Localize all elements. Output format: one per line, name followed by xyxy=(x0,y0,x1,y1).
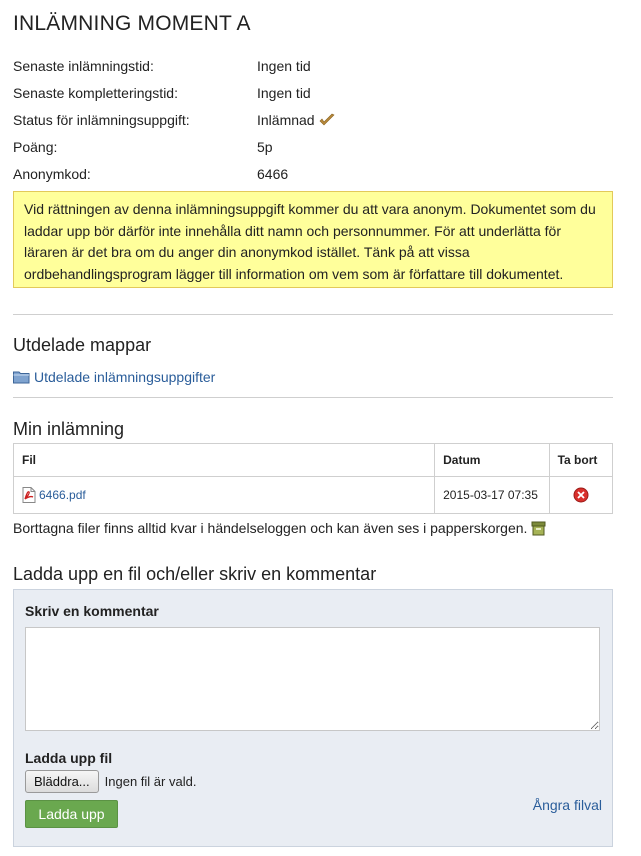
table-row xyxy=(14,477,613,514)
info-row-status xyxy=(13,106,613,133)
my-submission-heading: Min inlämning xyxy=(13,419,125,439)
anonymity-notice: Vid rättningen av denna inlämningsuppgift kommer du att vara anonym. Dokumentet som du laddar upp bör därför inte innehålla ditt namn och personnummer. För att underlätta för läraren är det bra om du anger din anonymkod istället. Tänk på att vissa ordbehandlingsprogram lägger till information om vem som är författare till dokumentet. xyxy=(13,191,613,288)
submission-table xyxy=(13,443,613,514)
column-header-date: Datum xyxy=(435,444,549,477)
comment-textarea[interactable] xyxy=(25,627,600,731)
info-label: Poäng: xyxy=(13,138,58,155)
info-value: Ingen tid xyxy=(257,84,311,101)
file-date: 2015-03-17 07:35 xyxy=(435,477,549,514)
shared-folders-heading: Utdelade mappar xyxy=(13,335,152,355)
info-row-deadline xyxy=(13,52,613,79)
info-row-completion-deadline xyxy=(13,79,613,106)
file-upload-label: Ladda upp fil xyxy=(25,750,113,766)
checkmark-icon xyxy=(319,113,335,127)
info-list xyxy=(13,52,613,187)
info-row-anonymous-code xyxy=(13,160,613,187)
page-title: INLÄMNING MOMENT A xyxy=(13,12,251,35)
trash-note xyxy=(13,520,623,536)
column-header-delete: Ta bort xyxy=(549,444,612,477)
status-value: Inlämnad xyxy=(257,111,315,128)
upload-heading: Ladda upp en fil och/eller skriv en kommentar xyxy=(13,564,377,584)
no-file-text: Ingen fil är vald. xyxy=(104,774,197,789)
trash-bin-icon[interactable] xyxy=(531,521,546,536)
divider xyxy=(13,397,613,398)
column-header-file: Fil xyxy=(14,444,435,477)
browse-button[interactable]: Bläddra... xyxy=(25,770,99,793)
info-label: Anonymkod: xyxy=(13,165,91,182)
pdf-icon xyxy=(22,487,36,503)
info-label: Senaste inlämningstid: xyxy=(13,57,154,74)
info-value: Ingen tid xyxy=(257,57,311,74)
info-row-points xyxy=(13,133,613,160)
upload-button[interactable]: Ladda upp xyxy=(25,800,118,828)
shared-folder-item[interactable] xyxy=(13,369,215,385)
comment-label: Skriv en kommentar xyxy=(25,603,159,619)
delete-icon[interactable] xyxy=(573,487,589,503)
info-label: Status för inlämningsuppgift: xyxy=(13,111,190,128)
undo-file-selection-link[interactable]: Ångra filval xyxy=(532,797,602,813)
folder-icon xyxy=(13,370,30,384)
file-link[interactable]: 6466.pdf xyxy=(39,488,86,502)
divider xyxy=(13,314,613,315)
shared-folder-link[interactable]: Utdelade inlämningsuppgifter xyxy=(34,369,216,385)
info-value: 5p xyxy=(257,138,273,155)
trash-note-text: Borttagna filer finns alltid kvar i händelseloggen och kan även ses i papperskorgen. xyxy=(13,520,528,536)
table-header-row xyxy=(14,444,613,477)
info-label: Senaste kompletteringstid: xyxy=(13,84,178,101)
info-value: 6466 xyxy=(257,165,289,182)
upload-panel xyxy=(13,589,613,847)
file-picker xyxy=(25,770,196,793)
